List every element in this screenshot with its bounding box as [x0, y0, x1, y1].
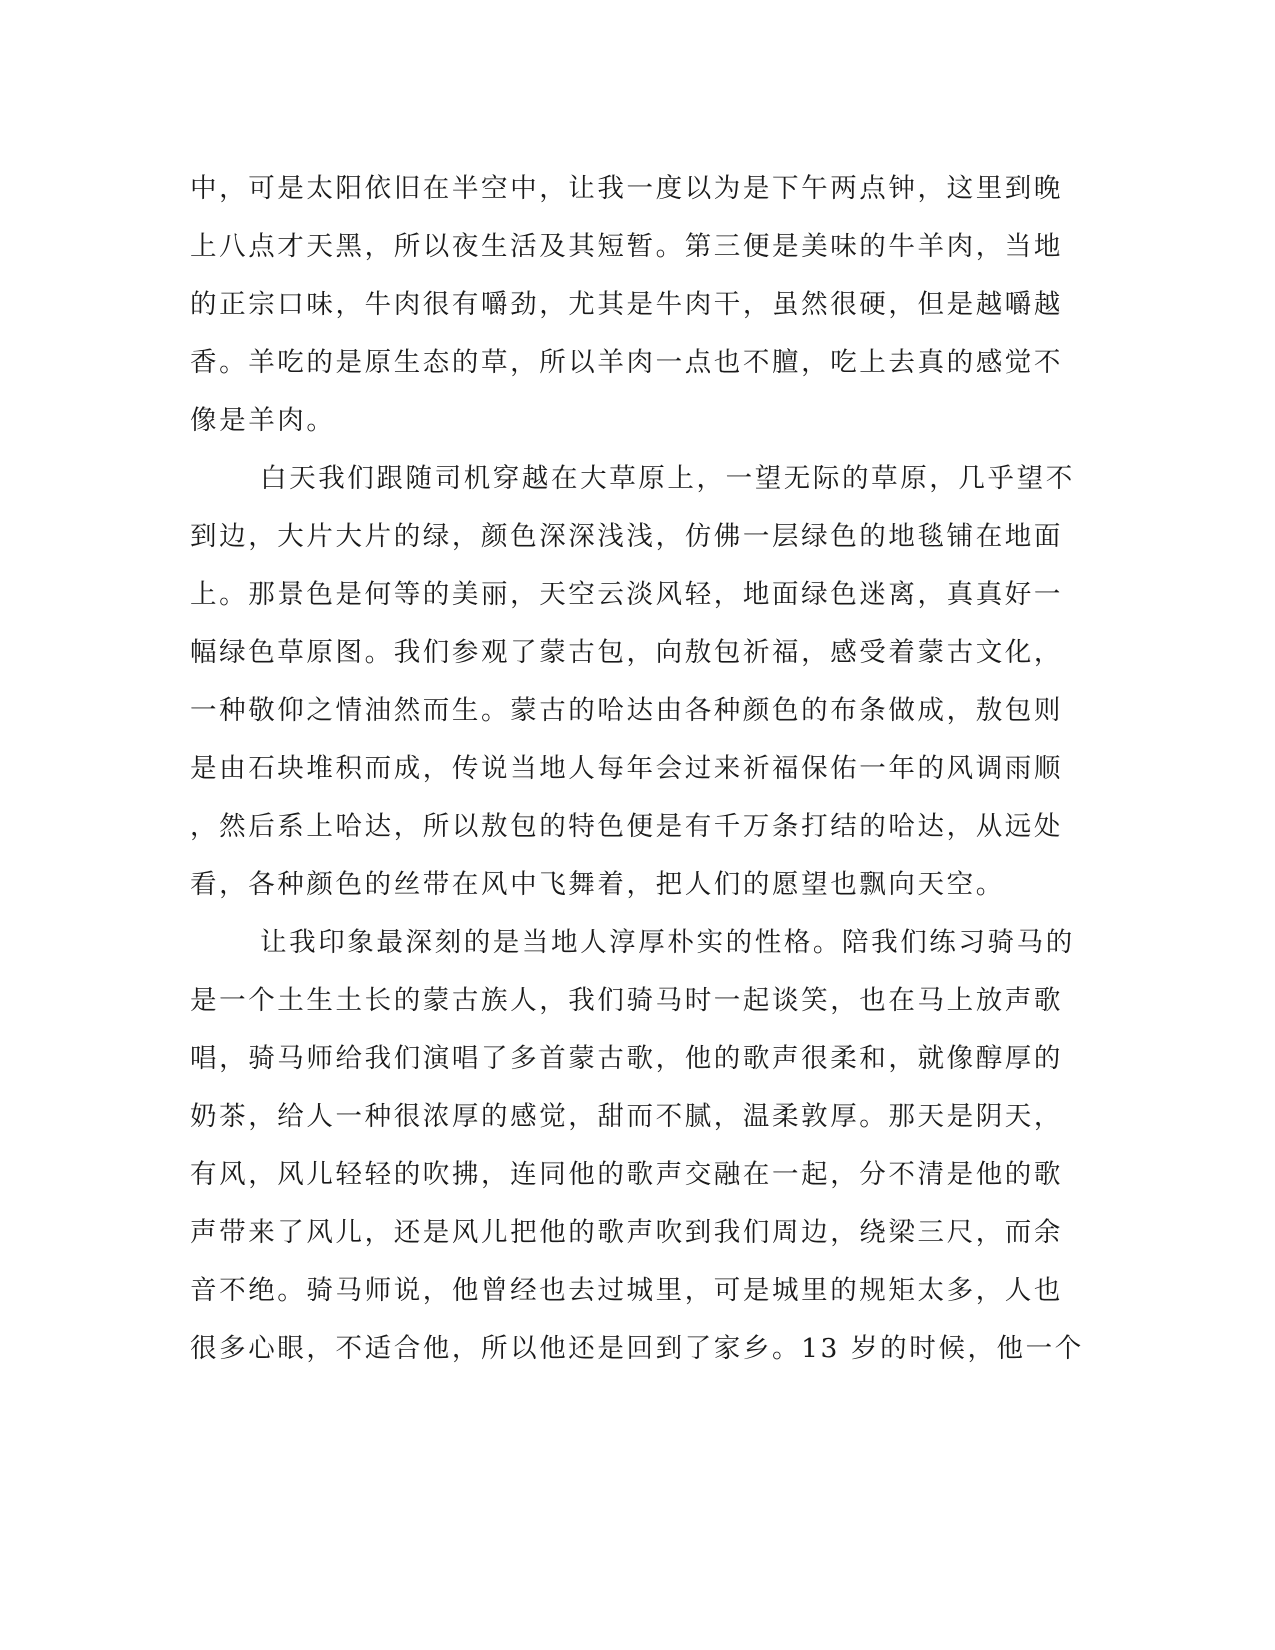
text-line: 很多心眼，不适合他，所以他还是回到了家乡。13 岁的时候，他一个	[190, 1333, 1084, 1364]
paragraph-start-line: 白天我们跟随司机穿越在大草原上，一望无际的草原，几乎望不	[260, 463, 1075, 494]
text-line: 的正宗口味，牛肉很有嚼劲，尤其是牛肉干，虽然很硬，但是越嚼越	[190, 289, 1063, 320]
text-line: 唱，骑马师给我们演唱了多首蒙古歌，他的歌声很柔和，就像醇厚的	[190, 1043, 1063, 1074]
text-line: ，然后系上哈达，所以敖包的特色便是有千万条打结的哈达，从远处	[190, 811, 1063, 842]
text-line: 是一个土生土长的蒙古族人，我们骑马时一起谈笑，也在马上放声歌	[190, 985, 1063, 1016]
text-line: 有风，风儿轻轻的吹拂，连同他的歌声交融在一起，分不清是他的歌	[190, 1159, 1063, 1190]
text-line: 看，各种颜色的丝带在风中飞舞着，把人们的愿望也飘向天空。	[190, 869, 1005, 900]
text-line: 像是羊肉。	[190, 405, 336, 436]
text-line: 幅绿色草原图。我们参观了蒙古包，向敖包祈福，感受着蒙古文化，	[190, 637, 1063, 668]
text-line: 音不绝。骑马师说，他曾经也去过城里，可是城里的规矩太多，人也	[190, 1275, 1063, 1306]
text-line: 香。羊吃的是原生态的草，所以羊肉一点也不膻，吃上去真的感觉不	[190, 347, 1063, 378]
text-line: 中，可是太阳依旧在半空中，让我一度以为是下午两点钟，这里到晚	[190, 173, 1063, 204]
text-line: 一种敬仰之情油然而生。蒙古的哈达由各种颜色的布条做成，敖包则	[190, 695, 1063, 726]
text-line: 上八点才天黑，所以夜生活及其短暂。第三便是美味的牛羊肉，当地	[190, 231, 1063, 262]
text-line: 声带来了风儿，还是风儿把他的歌声吹到我们周边，绕梁三尺，而余	[190, 1217, 1063, 1248]
text-line: 奶茶，给人一种很浓厚的感觉，甜而不腻，温柔敦厚。那天是阴天，	[190, 1101, 1063, 1132]
paragraph-start-line: 让我印象最深刻的是当地人淳厚朴实的性格。陪我们练习骑马的	[260, 927, 1075, 958]
body-text	[190, 160, 1084, 1378]
text-line: 到边，大片大片的绿，颜色深深浅浅，仿佛一层绿色的地毯铺在地面	[190, 521, 1063, 552]
text-line: 是由石块堆积而成，传说当地人每年会过来祈福保佑一年的风调雨顺	[190, 753, 1063, 784]
text-line: 上。那景色是何等的美丽，天空云淡风轻，地面绿色迷离，真真好一	[190, 579, 1063, 610]
